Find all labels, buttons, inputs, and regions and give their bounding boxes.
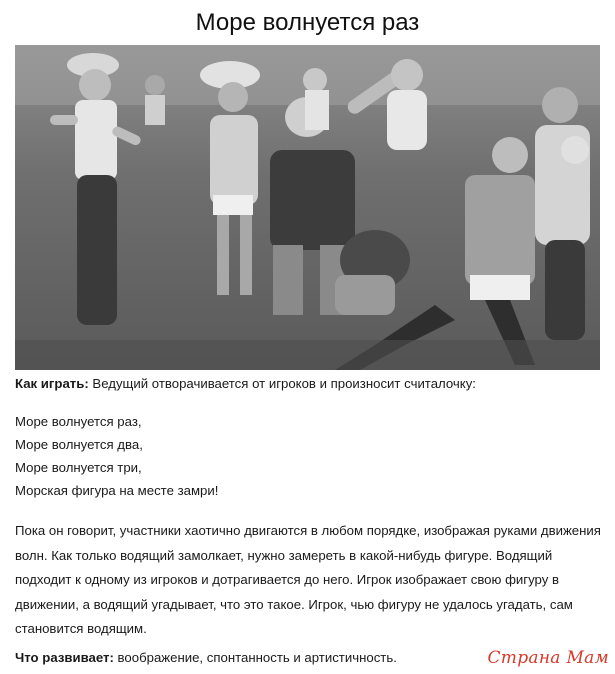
game-description: Пока он говорит, участники хаотично двигаются в любом порядке, изображая руками движения волн. Как только водящий замолкает, нужно замереть в какой-нибудь фигуре. Водящий подходит к одному из игроков и дотрагивается до него. Игрок изображает свою фигуру в движении, а водящий угадывает, что это такое. Игрок, чью фигуру не удалось угадать, сам становится водящим. — [15, 523, 601, 637]
rhyme-line: Море волнуется два, — [15, 437, 143, 452]
children-playing-photo — [15, 45, 600, 370]
how-to-play-paragraph — [15, 374, 610, 394]
page-title: Море волнуется раз — [195, 9, 420, 36]
how-to-play-label: Как играть: — [15, 376, 89, 391]
how-to-play-text: Ведущий отворачивается от игроков и произносит считалочку: — [88, 376, 476, 391]
rhyme-line: Море волнуется раз, — [15, 414, 142, 429]
develops-text: воображение, спонтанность и артистичность. — [113, 650, 397, 665]
counting-rhyme — [15, 410, 610, 502]
photo-illustration — [15, 45, 600, 370]
site-watermark: Страна Мам — [487, 648, 609, 668]
rhyme-line: Морская фигура на месте замри! — [15, 483, 219, 498]
develops-label: Что развивает: — [15, 650, 114, 665]
rhyme-line: Море волнуется три, — [15, 460, 142, 475]
